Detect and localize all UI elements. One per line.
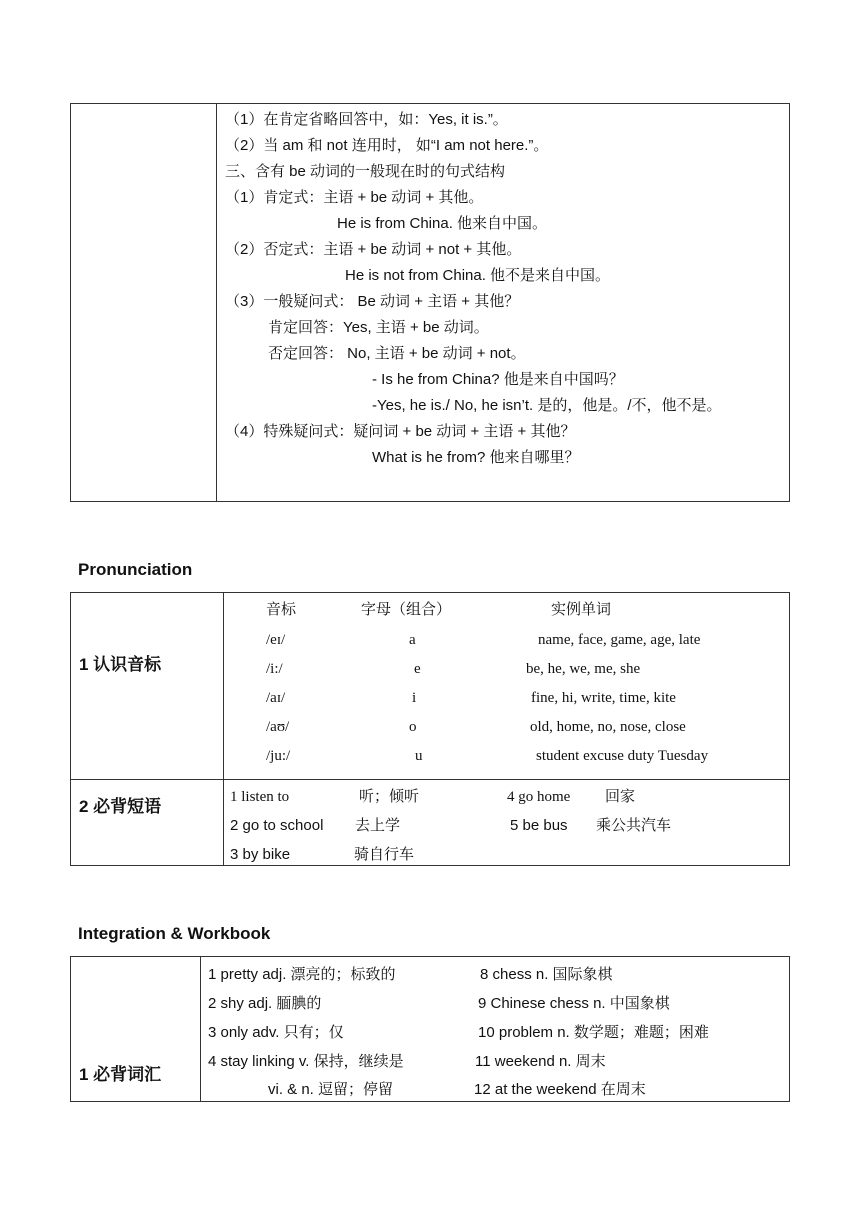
vocabulary-item: 2 shy adj. 腼腆的	[208, 995, 322, 1012]
phonetic-letter: a	[409, 632, 416, 648]
grammar-line-12: -Yes, he is./ No, he isn’t. 是的，他是。/不，他不是。	[372, 397, 722, 414]
phonetic-examples: old, home, no, nose, close	[530, 719, 686, 735]
vocabulary-item: 12 at the weekend 在周末	[474, 1081, 646, 1098]
vocabulary-item: vi. & n. 逗留；停留	[268, 1081, 394, 1098]
phonetic-examples: name, face, game, age, late	[538, 632, 701, 648]
phonetic-letter: e	[414, 661, 421, 677]
vocabulary-table-divider	[200, 957, 201, 1101]
grammar-line-6: （2）否定式：主语 + be 动词 + not + 其他。	[225, 241, 522, 258]
phrase-chinese: 去上学	[355, 817, 401, 834]
phonetic-examples: student excuse duty Tuesday	[536, 748, 709, 764]
phrase-chinese: 回家	[605, 788, 636, 805]
phonetics-row-label: 1 认识音标	[79, 655, 162, 674]
phonetic-symbol: /aʊ/	[266, 719, 290, 735]
phonetic-symbol: /eɪ/	[266, 632, 286, 648]
grammar-table-divider	[216, 104, 217, 501]
phrase-english: 2 go to school	[230, 817, 324, 834]
grammar-line-14: What is he from? 他来自哪里？	[372, 449, 580, 466]
phonetic-examples: be, he, we, me, she	[526, 661, 641, 677]
vocabulary-item: 4 stay linking v. 保持，继续是	[208, 1053, 404, 1070]
phrase-chinese: 乘公共汽车	[596, 817, 672, 834]
phrase-chinese: 骑自行车	[354, 846, 415, 863]
pronunciation-table-divider	[223, 593, 224, 865]
grammar-line-5: He is from China. 他来自中国。	[337, 215, 548, 232]
vocabulary-item: 1 pretty adj. 漂亮的；标致的	[208, 966, 396, 983]
vocabulary-item: 10 problem n. 数学题；难题；困难	[478, 1024, 709, 1041]
phonetic-symbol: /ju:/	[266, 748, 291, 764]
phonetic-examples: fine, hi, write, time, kite	[531, 690, 676, 706]
phrase-english: 3 by bike	[230, 846, 291, 863]
grammar-line-1: （1）在肯定省略回答中，如：Yes, it is.”。	[225, 111, 508, 128]
phonetic-symbol: /aɪ/	[266, 690, 286, 706]
grammar-line-13: （4）特殊疑问式：疑问词 + be 动词 + 主语 + 其他？	[225, 423, 576, 440]
grammar-line-9: 肯定回答：Yes, 主语 + be 动词。	[268, 319, 489, 336]
pronunciation-table-row-divider	[71, 779, 789, 780]
pronunciation-heading: Pronunciation	[78, 560, 193, 579]
phonetic-symbol: /i:/	[266, 661, 283, 677]
grammar-line-3: 三、含有 be 动词的一般现在时的句式结构	[225, 163, 506, 180]
phonetic-letter: i	[412, 690, 417, 706]
phonetics-header-symbol: 音标	[266, 601, 297, 618]
phonetics-header-examples: 实例单词	[551, 601, 612, 618]
phrase-chinese: 听；倾听	[359, 788, 420, 805]
integration-heading: Integration & Workbook	[78, 924, 271, 943]
grammar-line-7: He is not from China. 他不是来自中国。	[345, 267, 611, 284]
vocabulary-item: 3 only adv. 只有；仅	[208, 1024, 344, 1041]
grammar-line-2: （2）当 am 和 not 连用时， 如“I am not here.”。	[225, 137, 549, 154]
phrase-english: 4 go home	[507, 789, 571, 805]
vocabulary-item: 9 Chinese chess n. 中国象棋	[478, 995, 670, 1012]
vocabulary-row-label: 1 必背词汇	[79, 1065, 162, 1084]
grammar-line-10: 否定回答： No, 主语 + be 动词 + not。	[268, 345, 526, 362]
grammar-line-8: （3）一般疑问式： Be 动词 + 主语 + 其他？	[225, 293, 520, 310]
vocabulary-item: 8 chess n. 国际象棋	[480, 966, 613, 983]
phonetic-letter: o	[409, 719, 417, 735]
phonetics-header-letter: 字母（组合）	[361, 601, 452, 618]
phrase-english: 1 listen to	[230, 789, 290, 805]
grammar-line-11: - Is he from China? 他是来自中国吗？	[372, 371, 624, 388]
phonetic-letter: u	[415, 748, 423, 764]
phrases-row-label: 2 必背短语	[79, 797, 162, 816]
vocabulary-item: 11 weekend n. 周末	[475, 1053, 606, 1070]
phrase-english: 5 be bus	[510, 817, 568, 834]
grammar-line-4: （1）肯定式：主语 + be 动词 + 其他。	[225, 189, 484, 206]
